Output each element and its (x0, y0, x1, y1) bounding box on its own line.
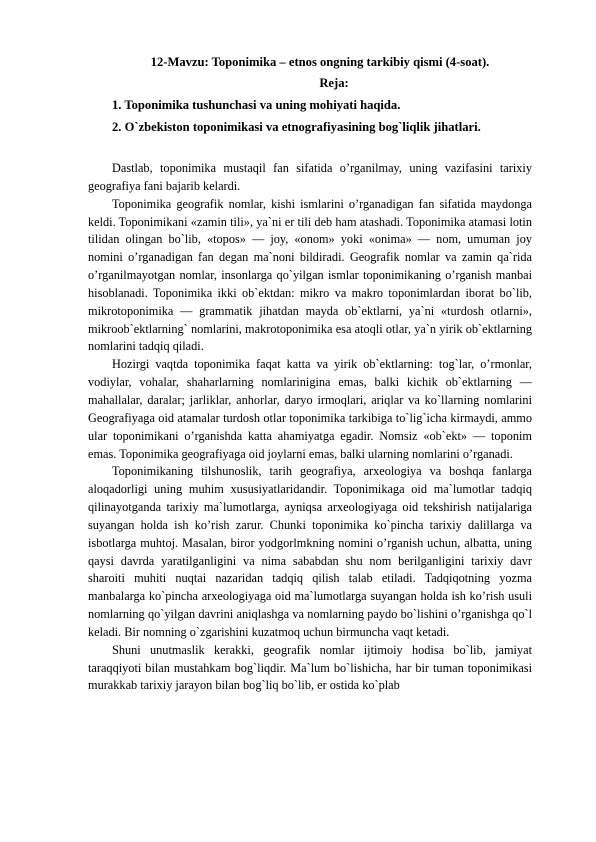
paragraph-intro: Dastlab, toponimika mustaqil fan sifatida o’rganilmay, uning vazifasini tarixiy geografiya fani bajarib kelardi. (88, 161, 532, 193)
plan-heading: Reja: (319, 76, 349, 90)
paragraph-social-phenomenon: Shuni unutmaslik kerakki, geografik nomlar ijtimoiy hodisa bo`lib, jamiyat taraqqiyoti bilan mustahkam bog`liqdir. Ma`lum bo`lishicha, har bir tuman toponimikasi murakkab tarixiy jarayon bilan bog`liq bo`lib, er ostida ko`plab (88, 642, 532, 693)
section-spacer (88, 138, 532, 160)
document-page (88, 52, 532, 695)
plan-item-2: 2. O`zbekiston toponimikasi va etnografiyasining bog`liqlik jihatlari. (112, 120, 481, 134)
plan-item-1: 1. Toponimika tushunchasi va uning mohiyati haqida. (112, 98, 401, 112)
paragraph-definition: Toponimika geografik nomlar, kishi ismlarini o’rganadigan fan sifatida maydonga keldi. Toponimikani «zamin tili», ya`ni er tili deb ham atashadi. Toponimika atamasi lotin tilidan olingan bo`lib, «topos» — joy, «onom» yoki «onima» — nom, umuman joy nomini o’rganadigan fan degan ma`noni bildiradi. Geografik nomlar va zamin qa`rida o’rganilmayotgan nomlar, insonlarga qo`yilgan ismlar toponimikaning o’rganish manbai hisoblanadi. Toponimika ikki ob`ektdan: mikro va makro toponimlardan iborat bo`lib, mikrotoponimika — grammatik jihatdan mayda ob`ektlarni, ya`ni «turdosh otlarni», mikroob`ektlarning` nomlarini, makrotoponimika esa atoqli otlar, ya`n yirik ob`ektlarning nomlarini tadqiq qiladi. (88, 196, 532, 354)
paragraph-interdisciplinary: Toponimikaning tilshunoslik, tarih geografiya, arxeologiya va boshqa fanlarga aloqadorligi uning muhim xususiyatlaridandir. Toponimikaga oid ma`lumotlar tadqiq qilinayotganda tarixiy ma`lumotlarga, ayniqsa arxeologiyaga oid tekshirish natijalariga suyangan holda ish ko’rish zarur. Chunki toponimika ko`pincha tarixiy dalillarga va isbotlarga muhtoj. Masalan, biror yodgorlmkning nomini o’rganish uchun, albatta, uning qaysi davrda yaratilganligini va nima sababdan shu nom berilganligini tarixiy davr sharoiti muhiti nuqtai nazaridan tadqiq qilish talab etiladi. Tadqiqotning yozma manbalarga ko`pincha arxeologiyaga oid ma`lumotlarga suyangan holda ish ko’rish usuli nomlarning qo`yilgan davrini aniqlashga va nomlarning paydo bo`lishini o’rganishga qo`l keladi. Bir nomning o`zgarishini kuzatmoq uchun birmuncha vaqt ketadi. (88, 464, 532, 639)
document-title: 12-Mavzu: Toponimika – etnos ongning tarkibiy qismi (4-soat). (150, 55, 490, 69)
paragraph-scope: Hozirgi vaqtda toponimika faqat katta va yirik ob`ektlarning: tog`lar, o’rmonlar, vodiylar, vohalar, shaharlarning nomlarinigina emas, balki kichik ob`ektlarning — mahallalar, daralar; jarliklar, anhorlar, daryo irmoqlari, ariqlar va ko`llarning nomlarini Geografiyaga oid atamalar turdosh otlar toponimika tarkibiga to`lig`icha kirmaydi, ammo ular toponimikani o’rganishda katta ahamiyatga egadir. Nomsiz «ob`ekt» — toponim emas. Toponimika geografiyaga oid joylarni emas, balki ularning nomlarini o’rganadi. (88, 357, 532, 461)
